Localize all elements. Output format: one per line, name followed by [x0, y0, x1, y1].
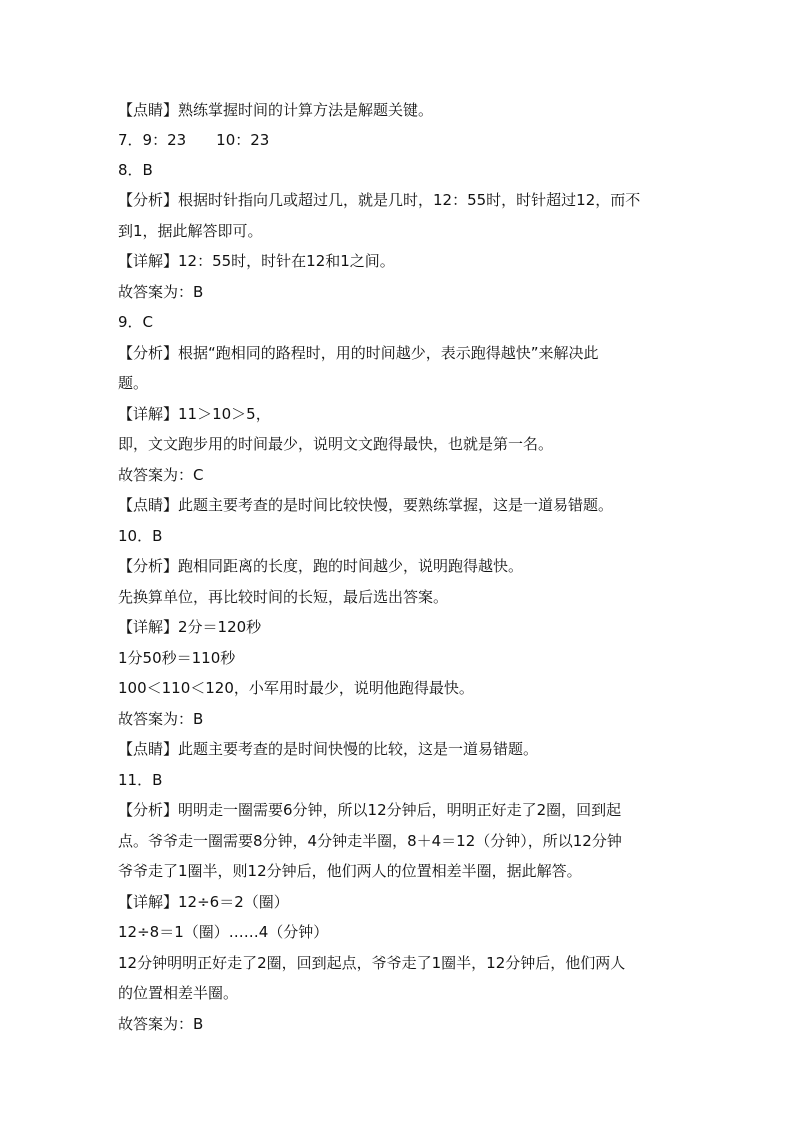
text-line: 8．B: [118, 161, 153, 179]
text-line: 故答案为：B: [118, 710, 204, 728]
text-line: 【分析】根据“跑相同的路程时，用的时间越少，表示跑得越快”来解决此: [118, 344, 599, 362]
text-line: 即，文文跑步用的时间最少，说明文文跑得最快，也就是第一名。: [118, 435, 554, 453]
text-line: 12分钟明明正好走了2圈，回到起点，爷爷走了1圈半，12分钟后，他们两人: [118, 954, 626, 972]
text-line: 1分50秒＝110秒: [118, 649, 236, 667]
text-line: 【详解】12÷6＝2（圈）: [118, 893, 289, 911]
text-line: 题。: [118, 374, 149, 392]
text-line: 【详解】12：55时，时针在12和1之间。: [118, 252, 395, 270]
text-line: 11．B: [118, 771, 163, 789]
text-line: 爷爷走了1圈半，则12分钟后，他们两人的位置相差半圈，据此解答。: [118, 862, 582, 880]
text-line: 到1，据此解答即可。: [118, 222, 263, 240]
text-line: 100＜110＜120，小军用时最少，说明他跑得最快。: [118, 679, 474, 697]
text-line: 【分析】明明走一圈需要6分钟，所以12分钟后，明明正好走了2圈，回到起: [118, 801, 622, 819]
text-line: 10．B: [118, 527, 163, 545]
text-line: 9．C: [118, 313, 154, 331]
text-line: 【点睛】熟练掌握时间的计算方法是解题关键。: [118, 101, 434, 119]
text-line: 的位置相差半圈。: [118, 984, 239, 1002]
text-line: 7．9：23 10：23: [118, 131, 270, 149]
text-line: 【详解】11＞10＞5，: [118, 405, 271, 423]
text-line: 点。爷爷走一圈需要8分钟，4分钟走半圈，8＋4＝12（分钟），所以12分钟: [118, 832, 622, 850]
text-line: 先换算单位，再比较时间的长短，最后选出答案。: [118, 588, 449, 606]
text-line: 【分析】跑相同距离的长度，跑的时间越少，说明跑得越快。: [118, 557, 524, 575]
text-line: 故答案为：B: [118, 1015, 204, 1033]
text-line: 【分析】根据时针指向几或超过几，就是几时，12：55时，时针超过12，而不: [118, 191, 641, 209]
text-line: 12÷8＝1（圈）……4（分钟）: [118, 923, 329, 941]
text-line: 故答案为：C: [118, 466, 204, 484]
text-line: 【点睛】此题主要考查的是时间比较快慢，要熟练掌握，这是一道易错题。: [118, 496, 614, 514]
text-line: 【详解】2分＝120秒: [118, 618, 262, 636]
text-line: 【点睛】此题主要考查的是时间快慢的比较，这是一道易错题。: [118, 740, 539, 758]
text-line: 故答案为：B: [118, 283, 204, 301]
